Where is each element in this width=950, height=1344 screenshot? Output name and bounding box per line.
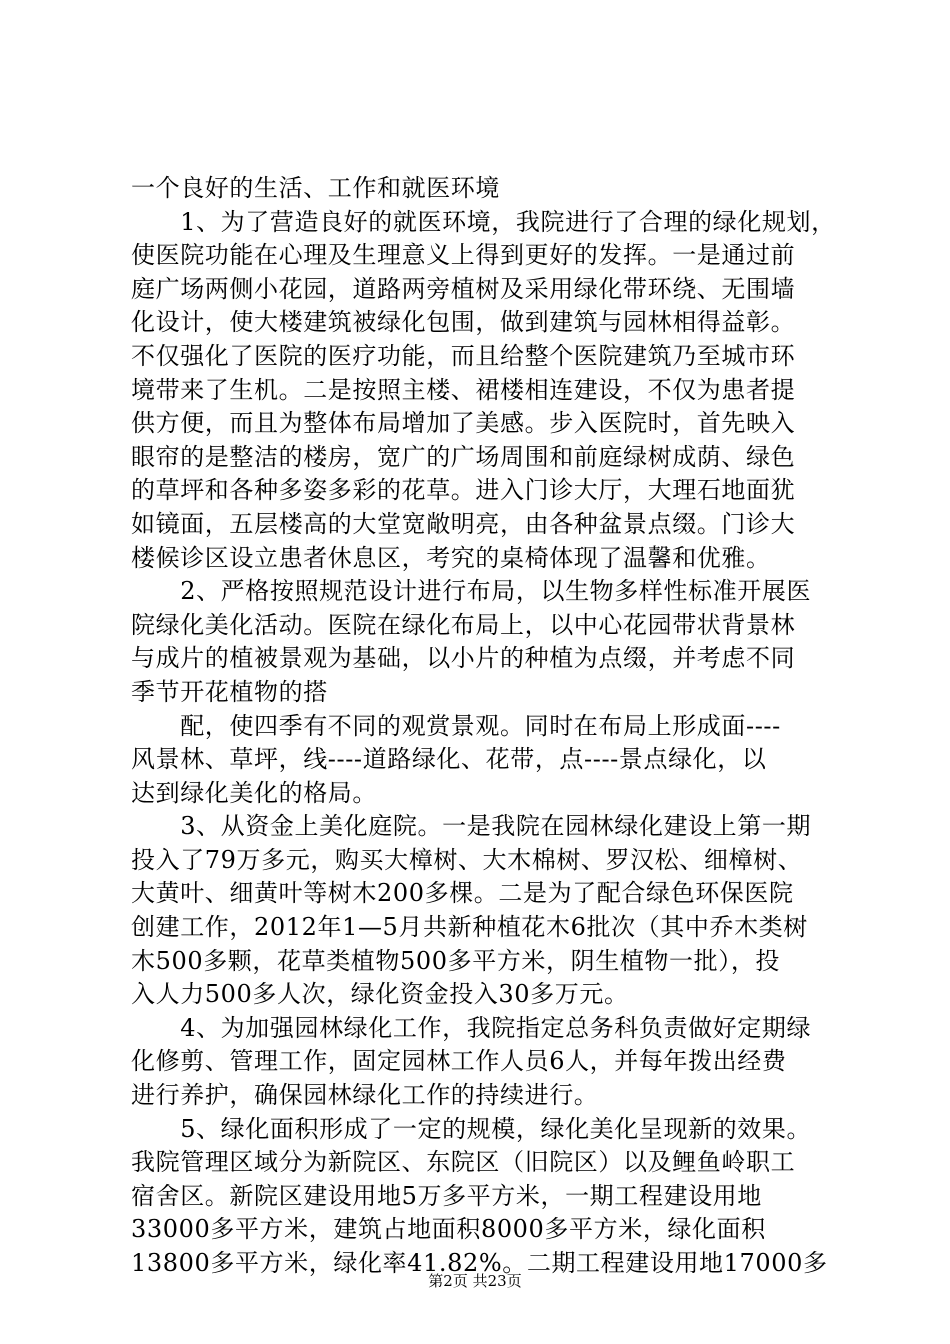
text-line: 木500多颗，花草类植物500多平方米，阴生植物一批），投 xyxy=(131,946,781,975)
text-line: 1、为了营造良好的就医环境，我院进行了合理的绿化规划， xyxy=(131,207,836,236)
text-line: 化设计，使大楼建筑被绿化包围，做到建筑与园林相得益彰。 xyxy=(131,308,796,337)
text-line: 创建工作，2012年1—5月共新种植花木6批次（其中乔木类树 xyxy=(131,913,808,942)
text-line: 使医院功能在心理及生理意义上得到更好的发挥。一是通过前 xyxy=(131,241,796,270)
text-line: 3、从资金上美化庭院。一是我院在园林绿化建设上第一期 xyxy=(131,812,812,841)
text-line: 季节开花植物的搭 xyxy=(131,677,328,706)
text-line: 4、为加强园林绿化工作，我院指定总务科负责做好定期绿 xyxy=(131,1013,812,1042)
text-line: 院绿化美化活动。医院在绿化布局上，以中心花园带状背景林 xyxy=(131,610,796,639)
text-line: 投入了79万多元，购买大樟树、大木棉树、罗汉松、细樟树、 xyxy=(131,845,803,874)
text-line: 2、严格按照规范设计进行布局，以生物多样性标准开展医 xyxy=(131,577,812,606)
text-line: 入人力500多人次，绿化资金投入30多万元。 xyxy=(131,980,629,1009)
text-line: 13800多平方米，绿化率41.82%。二期工程建设用地17000多 xyxy=(131,1249,828,1277)
text-line: 一个良好的生活、工作和就医环境 xyxy=(131,174,500,202)
text-line: 风景林、草坪，线----道路绿化、花带，点----景点绿化，以 xyxy=(131,745,767,774)
text-line: 33000多平方米，建筑占地面积8000多平方米，绿化面积 xyxy=(131,1215,766,1244)
page-footer: 第2页 共23页 xyxy=(428,1272,522,1290)
text-line: 供方便，而且为整体布局增加了美感。步入医院时，首先映入 xyxy=(131,409,796,438)
text-line: 与成片的植被景观为基础，以小片的种植为点缀，并考虑不同 xyxy=(131,644,796,673)
text-line: 配，使四季有不同的观赏景观。同时在布局上形成面---- xyxy=(131,711,781,740)
text-line: 楼候诊区设立患者休息区，考究的桌椅体现了温馨和优雅。 xyxy=(131,543,771,572)
text-line: 达到绿化美化的格局。 xyxy=(131,778,377,807)
text-line: 的草坪和各种多姿多彩的花草。进入门诊大厅，大理石地面犹 xyxy=(131,476,796,505)
text-line: 宿舍区。新院区建设用地5万多平方米，一期工程建设用地 xyxy=(131,1181,762,1210)
text-line: 不仅强化了医院的医疗功能，而且给整个医院建筑乃至城市环 xyxy=(131,341,796,370)
text-line: 进行养护，确保园林绿化工作的持续进行。 xyxy=(131,1081,599,1110)
text-line: 我院管理区域分为新院区、东院区（旧院区）以及鲤鱼岭职工 xyxy=(131,1148,796,1177)
text-line: 如镜面，五层楼高的大堂宽敞明亮，由各种盆景点缀。门诊大 xyxy=(131,509,796,538)
document-body xyxy=(131,172,836,1281)
text-line: 大黄叶、细黄叶等树木200多棵。二是为了配合绿色环保医院 xyxy=(131,879,794,908)
text-line: 境带来了生机。二是按照主楼、裙楼相连建设，不仅为患者提 xyxy=(131,375,796,404)
text-line: 5、绿化面积形成了一定的规模，绿化美化呈现新的效果。 xyxy=(131,1114,812,1143)
text-line: 庭广场两侧小花园，道路两旁植树及采用绿化带环绕、无围墙 xyxy=(131,274,796,303)
text-line: 眼帘的是整洁的楼房，宽广的广场周围和前庭绿树成荫、绿色 xyxy=(131,442,796,471)
text-line: 化修剪、管理工作，固定园林工作人员6人，并每年拨出经费 xyxy=(131,1047,787,1076)
